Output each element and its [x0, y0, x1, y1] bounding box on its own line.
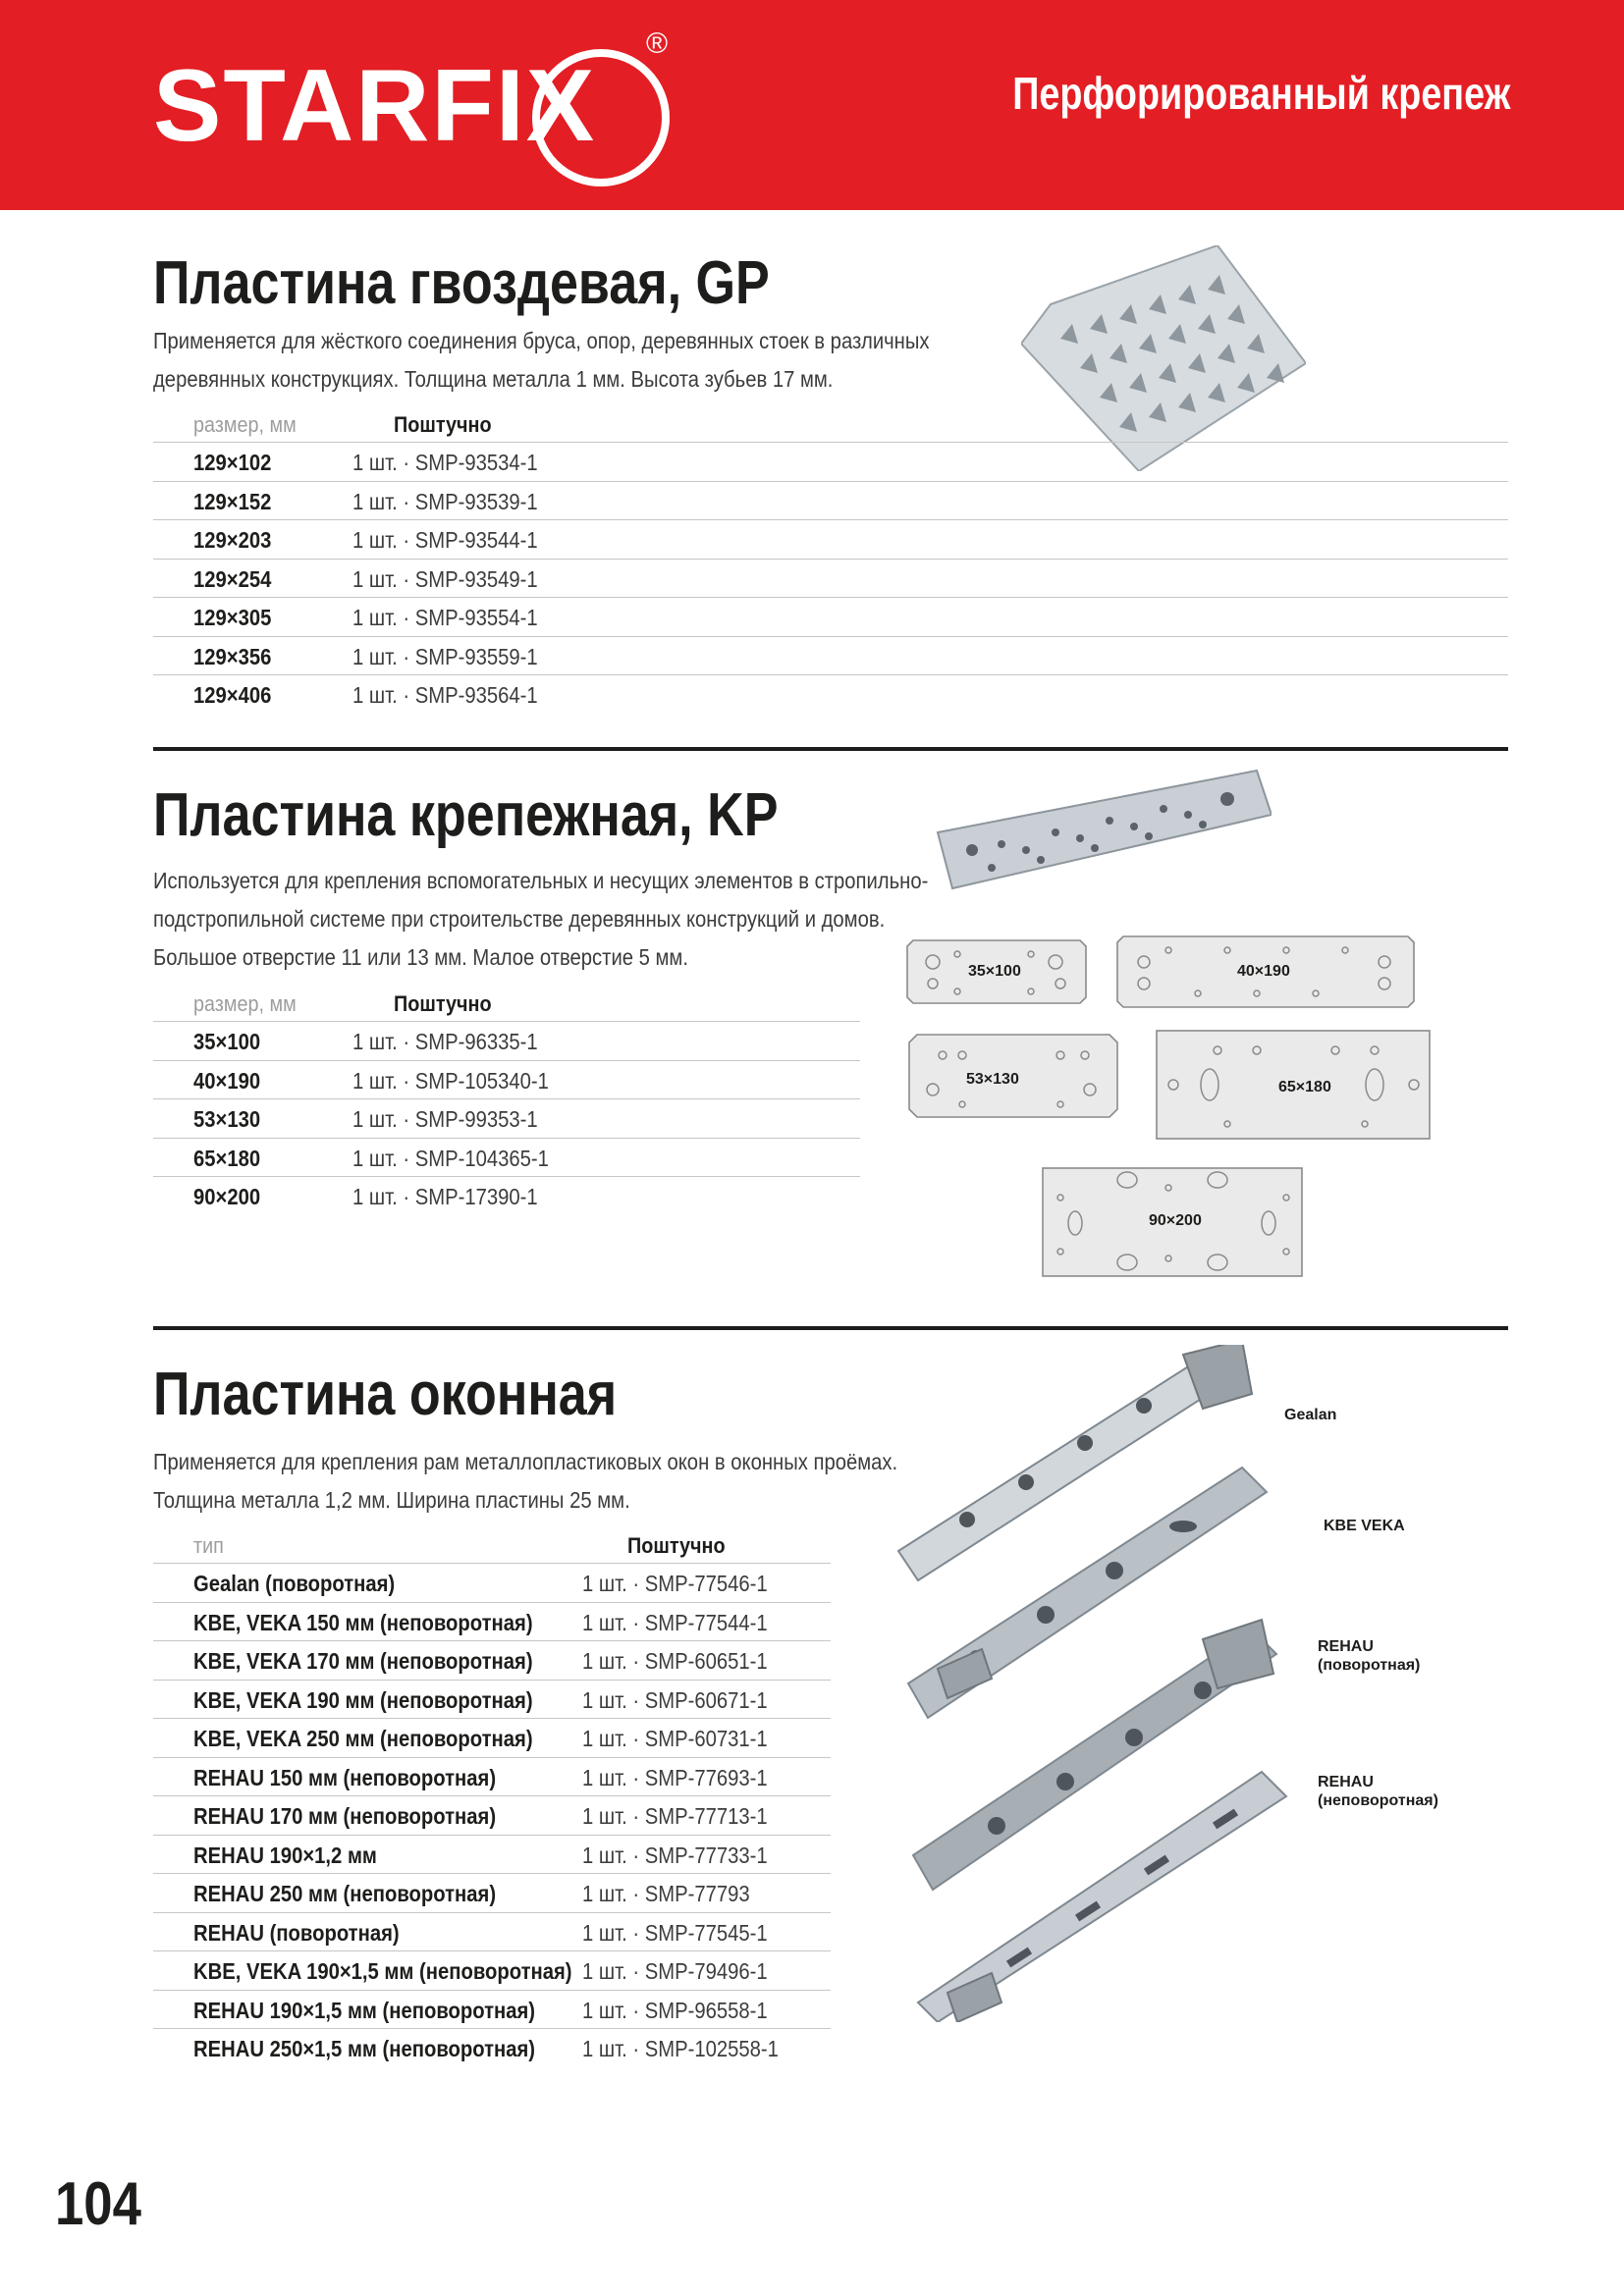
- row-article-code: 1 шт. · SMP-60731-1: [582, 1726, 768, 1751]
- table-row: [153, 1138, 860, 1177]
- gp-description: [153, 322, 930, 399]
- row-article-code: 1 шт. · SMP-60651-1: [582, 1648, 768, 1674]
- row-article-code: 1 шт. · SMP-93564-1: [352, 682, 538, 708]
- starfix-logo: [147, 27, 697, 196]
- row-article-code: 1 шт. · SMP-77733-1: [582, 1842, 768, 1868]
- gp-desc-line: Применяется для жёсткого соединения бруса, опор, деревянных стоек в различных: [153, 328, 930, 353]
- window-table-header: [153, 1533, 831, 1563]
- row-size: 35×100: [193, 1029, 261, 1054]
- table-row: [153, 481, 1508, 520]
- window-desc-line: Толщина металла 1,2 мм. Ширина пластины 25 мм.: [153, 1487, 630, 1513]
- table-row: [153, 1990, 831, 2029]
- window-table: [153, 1533, 831, 2067]
- row-size: Gealan (поворотная): [193, 1571, 396, 1596]
- section-divider: [153, 1326, 1508, 1330]
- row-article-code: 1 шт. · SMP-102558-1: [582, 2036, 779, 2061]
- row-size: REHAU 170 мм (неповоротная): [193, 1803, 497, 1829]
- image-label-line: (поворотная): [1318, 1657, 1421, 1674]
- row-size: 90×200: [193, 1184, 261, 1209]
- header-category-title: Перфорированный крепеж: [1011, 68, 1510, 119]
- window-section-title: Пластина оконная: [153, 1361, 618, 1428]
- row-size: 65×180: [193, 1145, 261, 1171]
- row-article-code: 1 шт. · SMP-77544-1: [582, 1609, 768, 1635]
- table-row: [153, 2028, 831, 2067]
- row-article-code: 1 шт. · SMP-93534-1: [352, 450, 538, 475]
- table-row: [153, 1098, 860, 1138]
- section-divider: [153, 747, 1508, 751]
- column-header-type: тип: [193, 1533, 224, 1558]
- row-article-code: 1 шт. · SMP-77693-1: [582, 1764, 768, 1790]
- row-size: 40×190: [193, 1067, 261, 1094]
- table-row: [153, 519, 1508, 559]
- gp-table-body: [153, 442, 1508, 714]
- row-size: 129×356: [193, 643, 272, 669]
- column-header-pack: Поштучно: [394, 412, 492, 437]
- row-size: REHAU 190×1,2 мм: [193, 1842, 377, 1868]
- table-row: [153, 1718, 831, 1757]
- row-article-code: 1 шт. · SMP-77793: [582, 1881, 750, 1906]
- column-header-pack: Поштучно: [627, 1533, 726, 1558]
- row-article-code: 1 шт. · SMP-93554-1: [352, 605, 538, 630]
- plate-label-35x100: 35×100: [968, 963, 1021, 980]
- row-size: 129×203: [193, 527, 272, 553]
- image-label-rehau-nonrotary: [1318, 1773, 1438, 1810]
- table-row: [153, 1176, 860, 1215]
- row-article-code: 1 шт. · SMP-93544-1: [352, 527, 538, 553]
- table-row: [153, 1757, 831, 1796]
- table-row: [153, 1912, 831, 1951]
- row-size: KBE, VEKA 170 мм (неповоротная): [193, 1648, 533, 1674]
- row-article-code: 1 шт. · SMP-93539-1: [352, 488, 538, 514]
- table-row: [153, 674, 1508, 714]
- column-header-size: размер, мм: [193, 991, 297, 1016]
- logo-text: STARFIX: [153, 49, 597, 163]
- mounting-plate-image: [933, 766, 1272, 903]
- column-header-pack: Поштучно: [394, 991, 492, 1016]
- window-desc-line: Применяется для крепления рам металлопластиковых окон в оконных проёмах.: [153, 1449, 898, 1474]
- table-row: [153, 1640, 831, 1680]
- table-row: [153, 1021, 860, 1060]
- plate-label-40x190: 40×190: [1237, 963, 1290, 980]
- image-label-line: REHAU: [1318, 1638, 1374, 1655]
- row-article-code: 1 шт. · SMP-105340-1: [352, 1067, 549, 1094]
- table-row: [153, 1835, 831, 1874]
- row-size: REHAU 250 мм (неповоротная): [193, 1881, 497, 1906]
- table-row: [153, 1680, 831, 1719]
- window-plates-image: [889, 1345, 1301, 2022]
- table-row: [153, 559, 1508, 598]
- registered-mark: ®: [646, 27, 669, 60]
- table-row: [153, 1795, 831, 1835]
- row-size: KBE, VEKA 150 мм (неповоротная): [193, 1609, 533, 1635]
- table-row: [153, 1950, 831, 1990]
- row-article-code: 1 шт. · SMP-93559-1: [352, 643, 538, 669]
- table-row: [153, 636, 1508, 675]
- plate-label-65x180: 65×180: [1278, 1079, 1331, 1095]
- kp-desc-line: Используется для крепления вспомогательных и несущих элементов в стропильно-: [153, 868, 929, 893]
- kp-table-body: [153, 1021, 860, 1215]
- image-label-line: REHAU: [1318, 1774, 1374, 1790]
- row-article-code: 1 шт. · SMP-96335-1: [352, 1029, 538, 1054]
- row-size: KBE, VEKA 190×1,5 мм (неповоротная): [193, 1958, 572, 1984]
- column-header-size: размер, мм: [193, 412, 297, 437]
- row-size: 129×305: [193, 605, 272, 630]
- table-row: [153, 1873, 831, 1912]
- gp-desc-line: деревянных конструкциях. Толщина металла 1 мм. Высота зубьев 17 мм.: [153, 366, 834, 392]
- window-description: [153, 1443, 897, 1520]
- row-size: KBE, VEKA 250 мм (неповоротная): [193, 1726, 533, 1751]
- kp-description: [153, 862, 928, 977]
- row-size: 53×130: [193, 1106, 261, 1132]
- kp-desc-line: подстропильной системе при строительстве деревянных конструкций и домов.: [153, 906, 886, 932]
- table-row: [153, 597, 1508, 636]
- kp-table-header: [153, 991, 860, 1021]
- row-article-code: 1 шт. · SMP-77546-1: [582, 1571, 768, 1596]
- image-label-kbe-veka: KBE VEKA: [1324, 1518, 1405, 1534]
- row-article-code: 1 шт. · SMP-79496-1: [582, 1958, 768, 1984]
- row-article-code: 1 шт. · SMP-99353-1: [352, 1106, 538, 1132]
- plate-label-53x130: 53×130: [966, 1071, 1019, 1088]
- row-size: REHAU 250×1,5 мм (неповоротная): [193, 2036, 536, 2061]
- table-row: [153, 1602, 831, 1641]
- gp-table: [153, 412, 1508, 714]
- row-article-code: 1 шт. · SMP-93549-1: [352, 565, 538, 592]
- row-article-code: 1 шт. · SMP-96558-1: [582, 1997, 768, 2023]
- row-size: 129×152: [193, 488, 272, 514]
- row-article-code: 1 шт. · SMP-77545-1: [582, 1919, 768, 1946]
- row-size: REHAU (поворотная): [193, 1919, 400, 1946]
- table-row: [153, 1060, 860, 1099]
- gp-table-header: [153, 412, 1508, 442]
- window-table-body: [153, 1563, 831, 2067]
- image-label-line: (неповоротная): [1318, 1792, 1438, 1809]
- row-size: REHAU 150 мм (неповоротная): [193, 1764, 497, 1790]
- kp-section-title: Пластина крепежная, KP: [153, 781, 779, 849]
- row-size: 129×102: [193, 450, 272, 475]
- table-row: [153, 442, 1508, 481]
- row-size: REHAU 190×1,5 мм (неповоротная): [193, 1997, 536, 2023]
- gp-section-title: Пластина гвоздевая, GP: [153, 249, 770, 317]
- row-article-code: 1 шт. · SMP-17390-1: [352, 1184, 538, 1209]
- table-row: [153, 1563, 831, 1602]
- row-article-code: 1 шт. · SMP-60671-1: [582, 1686, 768, 1713]
- image-label-gealan: Gealan: [1284, 1407, 1337, 1423]
- image-label-rehau-rotary: [1318, 1637, 1420, 1675]
- row-size: 129×254: [193, 565, 272, 592]
- kp-table: [153, 991, 860, 1215]
- kp-plates-drawing: [903, 933, 1532, 1281]
- page-header: [0, 0, 1624, 210]
- kp-desc-line: Большое отверстие 11 или 13 мм. Малое отверстие 5 мм.: [153, 944, 688, 970]
- row-article-code: 1 шт. · SMP-77713-1: [582, 1803, 768, 1829]
- row-size: KBE, VEKA 190 мм (неповоротная): [193, 1686, 533, 1713]
- plate-label-90x200: 90×200: [1149, 1212, 1202, 1229]
- row-article-code: 1 шт. · SMP-104365-1: [352, 1145, 549, 1171]
- row-size: 129×406: [193, 682, 272, 708]
- page-number: 104: [55, 2170, 141, 2238]
